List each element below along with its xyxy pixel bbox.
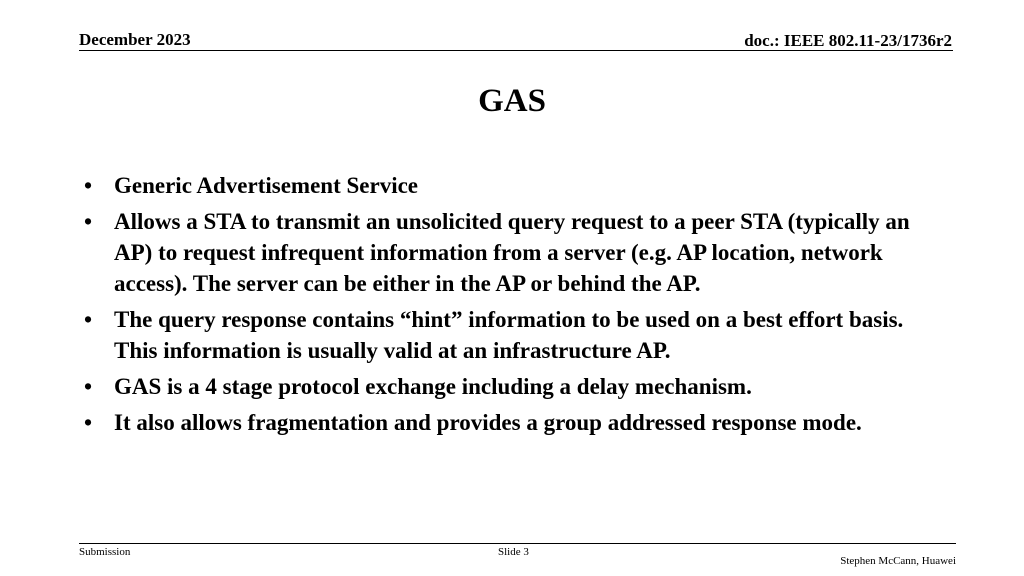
bullet-item (84, 371, 944, 402)
footer-divider (79, 543, 956, 544)
bullet-text: GAS is a 4 stage protocol exchange including a delay mechanism. (114, 374, 752, 399)
bullet-item (84, 170, 944, 201)
footer-slide-number: Slide 3 (498, 546, 529, 558)
bullet-item (84, 407, 944, 438)
bullet-list (84, 170, 944, 443)
bullet-item (84, 304, 944, 366)
header-divider (79, 50, 953, 51)
footer-author: Stephen McCann, Huawei (840, 555, 956, 567)
bullet-text: The query response contains “hint” information to be used on a best effort basis. This information is usually valid at an infrastructure AP. (114, 307, 904, 363)
bullet-item (84, 206, 944, 299)
bullet-icon: • (84, 374, 93, 399)
bullet-icon: • (84, 209, 93, 234)
header-doc-id: doc.: IEEE 802.11-23/1736r2 (744, 31, 952, 50)
bullet-icon: • (84, 307, 93, 332)
bullet-icon: • (84, 410, 93, 435)
footer-submission: Submission (79, 546, 131, 558)
bullet-text: Generic Advertisement Service (114, 173, 418, 198)
header-date: December 2023 (79, 30, 191, 49)
bullet-text: It also allows fragmentation and provides a group addressed response mode. (114, 410, 862, 435)
bullet-text: Allows a STA to transmit an unsolicited query request to a peer STA (typically an AP) to request infrequent information from a server (e.g. AP location, network access). The server can be either in the AP or behind the AP. (114, 209, 910, 296)
bullet-icon: • (84, 173, 93, 198)
slide-title: GAS (478, 83, 546, 119)
